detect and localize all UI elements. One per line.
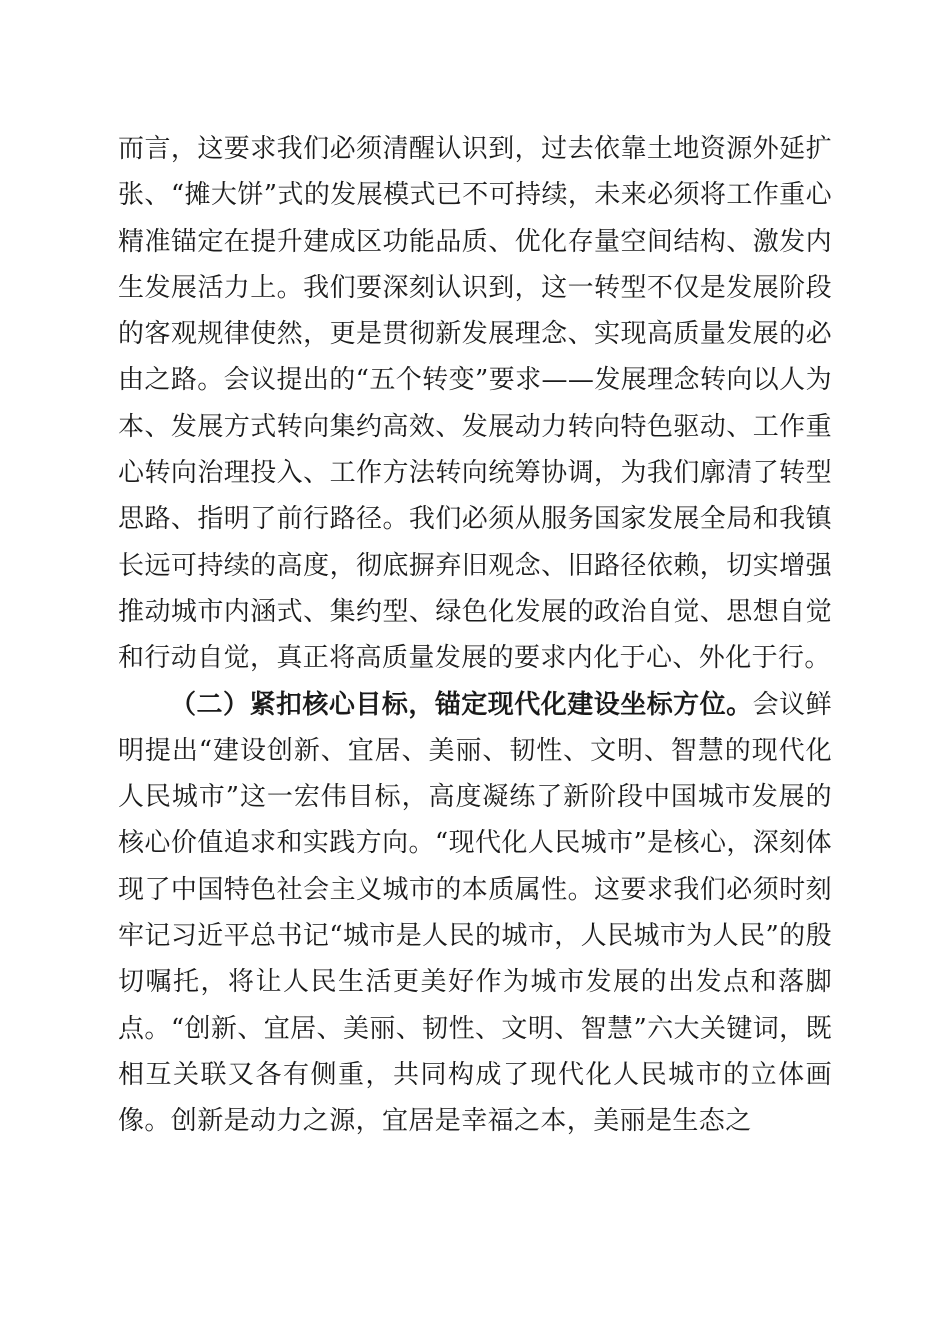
document-body bbox=[118, 126, 832, 1145]
section-paragraph bbox=[118, 682, 832, 1145]
section-heading: （二）紧扣核心目标，锚定现代化建设坐标方位。 bbox=[170, 689, 753, 720]
section-body-text: 会议鲜明提出“建设创新、宜居、美丽、韧性、文明、智慧的现代化人民城市”这一宏伟目标，高度凝练了新阶段中国城市发展的核心价值追求和实践方向。“现代化人民城市”是核心，深刻体现了中国特色社会主义城市的本质属性。这要求我们必须时刻牢记习近平总书记“城市是人民的城市，人民城市为人民”的殷切嘱托，将让人民生活更美好作为城市发展的出发点和落脚点。“创新、宜居、美丽、韧性、文明、智慧”六大关键词，既相互关联又各有侧重，共同构成了现代化人民城市的立体画像。创新是动力之源，宜居是幸福之本，美丽是生态之 bbox=[118, 689, 832, 1137]
paragraph-continuation: 而言，这要求我们必须清醒认识到，过去依靠土地资源外延扩张、“摊大饼”式的发展模式已不可持续，未来必须将工作重心精准锚定在提升建成区功能品质、优化存量空间结构、激发内生发展活力上。我们要深刻认识到，这一转型不仅是发展阶段的客观规律使然，更是贯彻新发展理念、实现高质量发展的必由之路。会议提出的“五个转变”要求——发展理念转向以人为本、发展方式转向集约高效、发展动力转向特色驱动、工作重心转向治理投入、工作方法转向统筹协调，为我们廓清了转型思路、指明了前行路径。我们必须从服务国家发展全局和我镇长远可持续的高度，彻底摒弃旧观念、旧路径依赖，切实增强推动城市内涵式、集约型、绿色化发展的政治自觉、思想自觉和行动自觉，真正将高质量发展的要求内化于心、外化于行。 bbox=[118, 134, 832, 674]
